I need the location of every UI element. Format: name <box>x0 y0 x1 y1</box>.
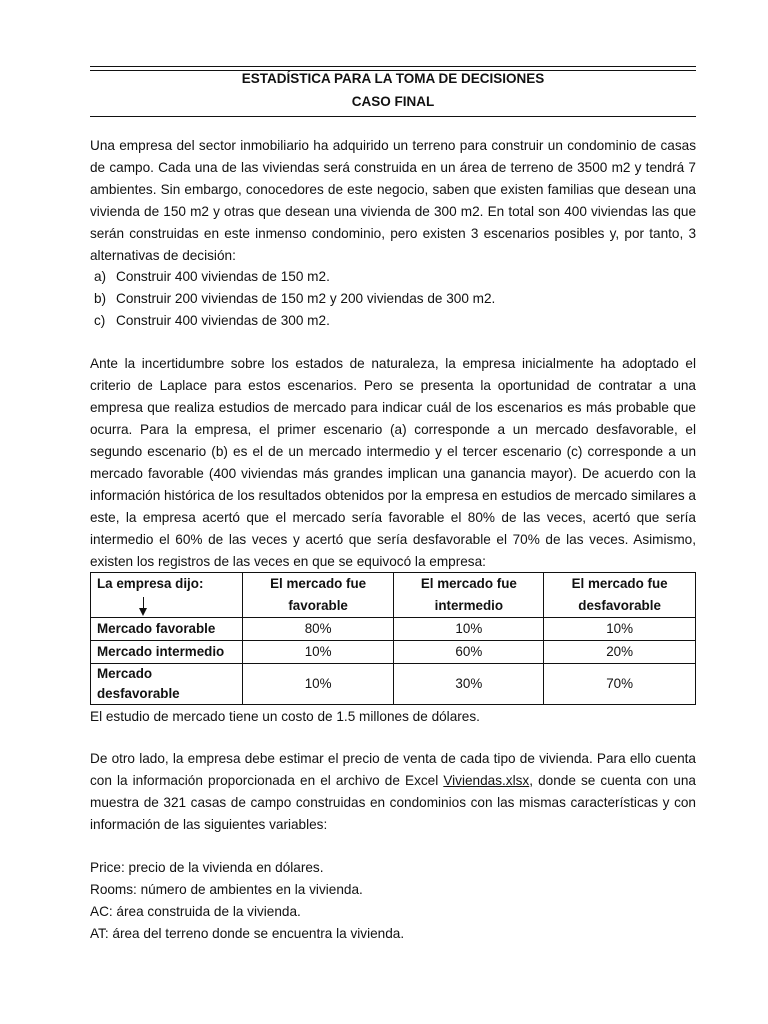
document-title: ESTADÍSTICA PARA LA TOMA DE DECISIONES <box>241 71 545 86</box>
variable-at: AT: área del terreno donde se encuentra la vivienda. <box>90 926 405 941</box>
table-cell: 60% <box>394 641 544 664</box>
excel-file-link[interactable]: Viviendas.xlsx <box>443 773 530 788</box>
table-cell: 10% <box>544 618 696 641</box>
price-paragraph: De otro lado, la empresa debe estimar el precio de venta de cada tipo de vivienda. Para ello cuenta con la información proporcionada en el archivo de Excel Viviendas.xlsx, donde se cuenta con una muestra de 321 casas de campo construidas en condominios con las mismas características y con información de las siguientes variables: <box>90 751 696 832</box>
table-header-row <box>91 573 696 618</box>
arrow-head-icon <box>139 608 147 616</box>
list-item-label: c) <box>94 313 106 328</box>
list-item-label: b) <box>94 291 107 306</box>
table-cell: 10% <box>242 641 394 664</box>
table-cell: 10% <box>242 664 394 705</box>
list-item <box>90 310 696 332</box>
row-label: Mercado intermedio <box>91 641 243 664</box>
cost-note: El estudio de mercado tiene un costo de 1.5 millones de dólares. <box>90 709 480 724</box>
list-item-text: Construir 400 viviendas de 150 m2. <box>116 269 330 284</box>
list-item-text: Construir 400 viviendas de 300 m2. <box>116 313 330 328</box>
table-row <box>91 641 696 664</box>
row-label: Mercado desfavorable <box>91 664 243 705</box>
table-header-cell: La empresa dijo: <box>91 573 243 618</box>
intro-paragraph: Una empresa del sector inmobiliario ha adquirido un terreno para construir un condominio de casas de campo. Cada una de las viviendas será construida en un área de terreno de 3500 m2 y tendrá 7 ambientes. Sin embargo, conocedores de este negocio, saben que existen familias que desean una vivienda de 150 m2 y otras que desean una vivienda de 300 m2. En total son 400 viviendas las que serán construidas en este inmenso condominio, pero existen 3 escenarios posibles y, por tanto, 3 alternativas de decisión: <box>90 138 696 263</box>
table-cell: 70% <box>544 664 696 705</box>
variable-price: Price: precio de la vivienda en dólares. <box>90 860 324 875</box>
table-row <box>91 664 696 705</box>
list-item-label: a) <box>94 269 107 284</box>
table-header-cell: El mercado fue desfavorable <box>544 573 696 618</box>
context-paragraph: Ante la incertidumbre sobre los estados de naturaleza, la empresa inicialmente ha adoptado el criterio de Laplace para estos escenarios. Pero se presenta la oportunidad de contratar a una empresa que realiza estudios de mercado para indicar cuál de los escenarios es más probable que ocurra. Para la empresa, el primer escenario (a) corresponde a un mercado desfavorable, el segundo escenario (b) es el de un mercado intermedio y el tercer escenario (c) corresponde a un mercado favorable (400 viviendas más grandes implican una ganancia mayor). De acuerdo con la información histórica de los resultados obtenidos por la empresa en estudios de mercado similares a este, la empresa acertó que el mercado sería favorable el 80% de las veces, acertó que sería intermedio el 60% de las veces y acertó que sería desfavorable el 70% de las veces. Asimismo, existen los registros de las veces en que se equivocó la empresa: <box>90 356 696 569</box>
row-label: Mercado favorable <box>91 618 243 641</box>
table-cell: 30% <box>394 664 544 705</box>
title-rule <box>90 116 696 117</box>
list-item-text: Construir 200 viviendas de 150 m2 y 200 viviendas de 300 m2. <box>116 291 496 306</box>
list-item <box>90 266 696 288</box>
table-cell: 10% <box>394 618 544 641</box>
alternatives-list <box>90 266 696 332</box>
table-header-cell: El mercado fue intermedio <box>394 573 544 618</box>
table-cell: 80% <box>242 618 394 641</box>
table-row <box>91 618 696 641</box>
table-header-cell: El mercado fue favorable <box>242 573 394 618</box>
document-subtitle: CASO FINAL <box>351 94 435 109</box>
top-rule <box>90 66 696 67</box>
variable-ac: AC: área construida de la vivienda. <box>90 904 301 919</box>
table-cell: 20% <box>544 641 696 664</box>
list-item <box>90 288 696 310</box>
market-accuracy-table <box>90 572 696 705</box>
variable-rooms: Rooms: número de ambientes en la vivienda. <box>90 882 363 897</box>
